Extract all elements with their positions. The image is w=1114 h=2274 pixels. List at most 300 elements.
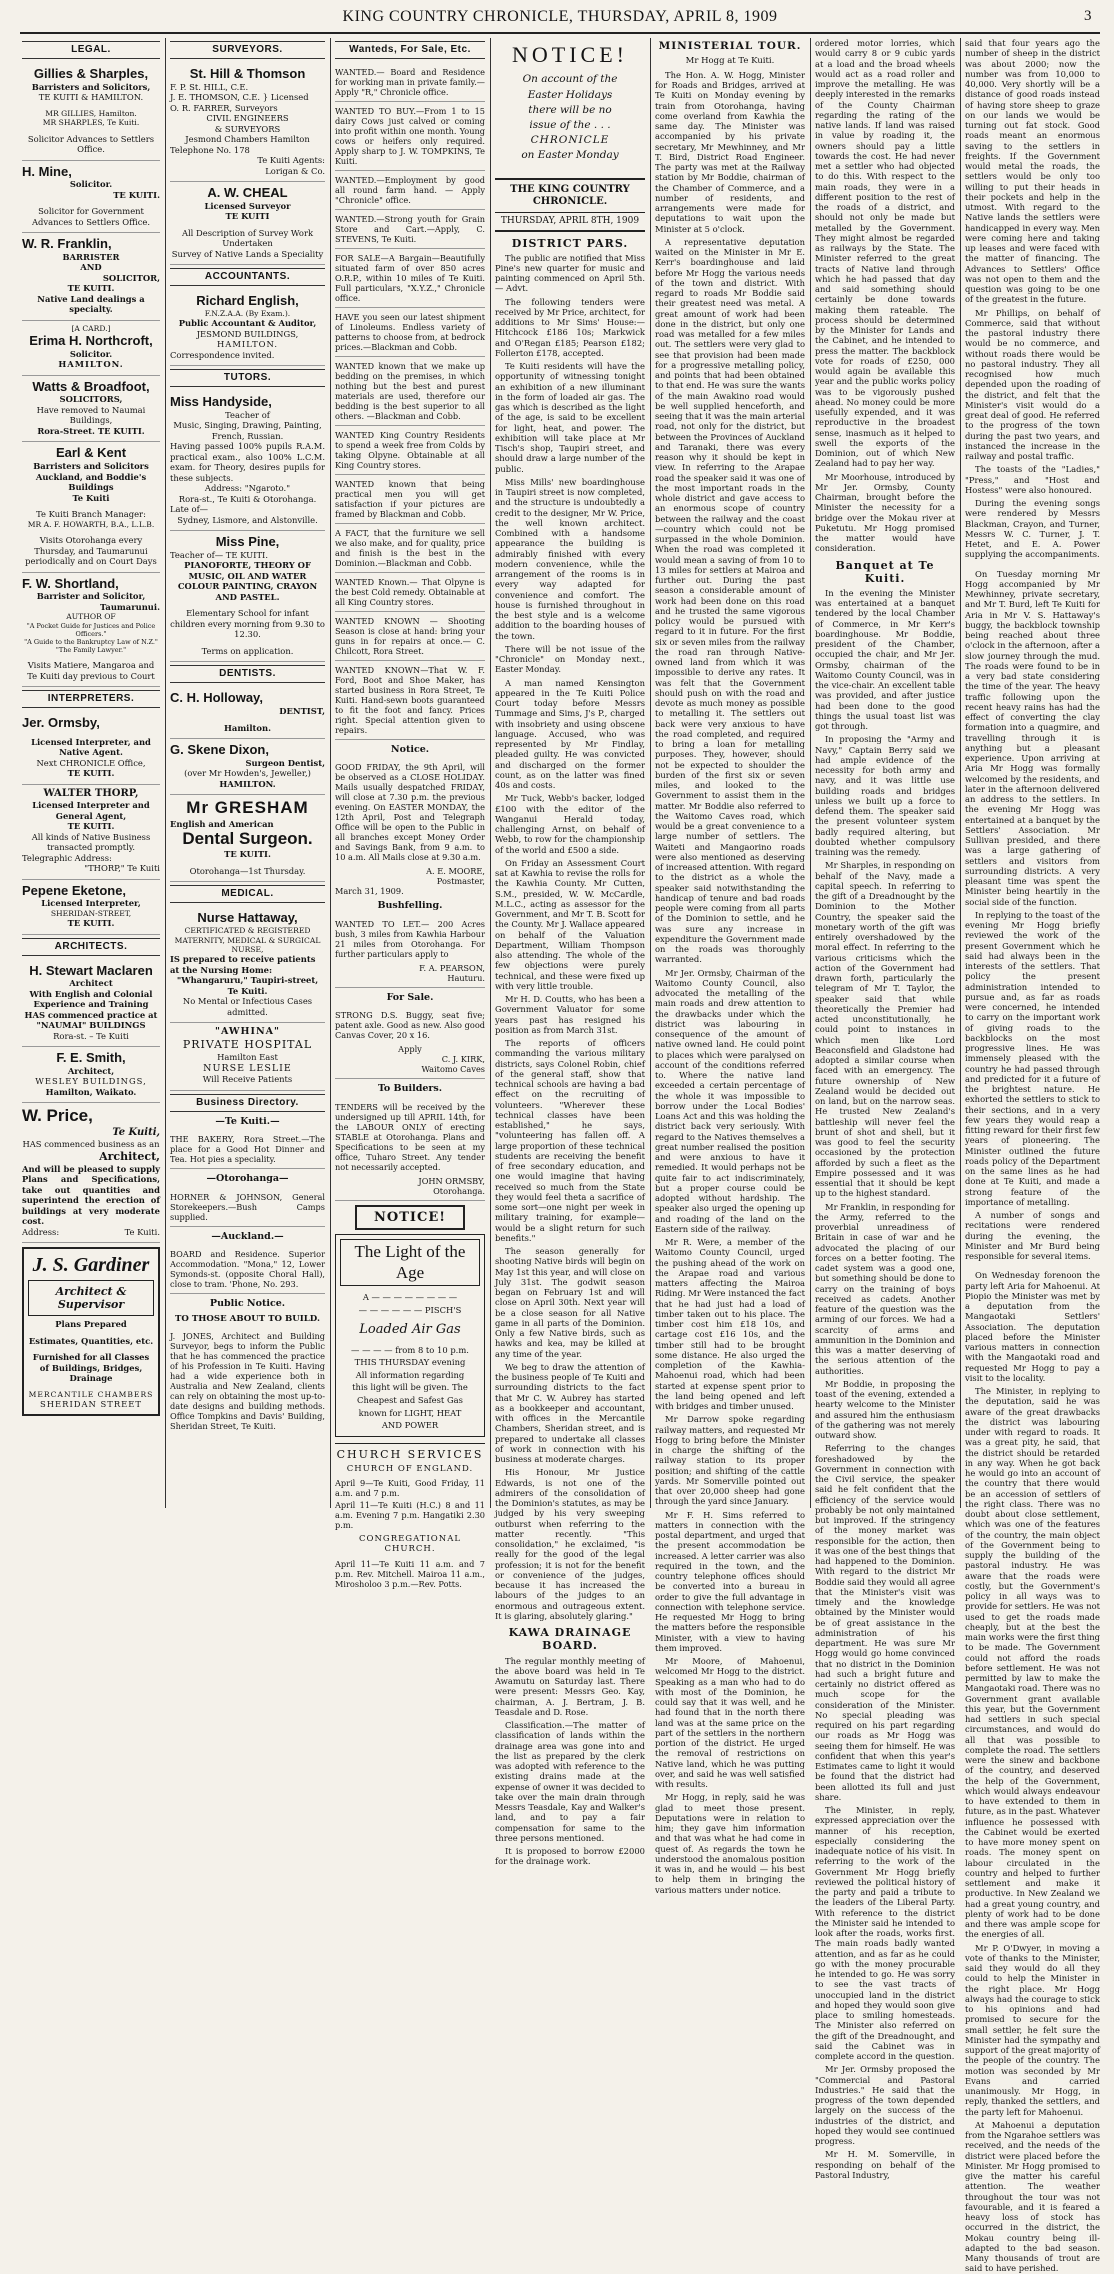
card-line: TE KUITI. — [113, 189, 160, 200]
card-name: F. E. Smith, — [56, 1050, 126, 1066]
subhead-public-notice: Public Notice. — [209, 1298, 286, 1310]
card-ormsby — [22, 712, 160, 785]
card-name: A. W. CHEAL — [207, 185, 288, 201]
card-thorp — [22, 785, 160, 880]
column-ministerial-tour — [655, 38, 805, 1895]
paragraph: Classification.—The matter of classification of lands within the drainage area was gone into and the list as prepared by the clerk was adopted with reference to the existing drains made at the expense of owner it was decided to take over the main drain through Messrs Teasdale, Kay and Walker's land, and to pay a fair compensation for same to the three persons mentioned. — [495, 1720, 645, 1843]
card-smith — [22, 1047, 160, 1103]
signature-line: Waitomo Caves — [421, 1064, 485, 1075]
subhead-to-build: TO THOSE ABOUT TO BUILD. — [175, 1313, 320, 1324]
card-line: PRIVATE HOSPITAL — [182, 1038, 313, 1052]
card-line: SOLICITORS, — [59, 394, 123, 405]
card-line: HAS commenced business as an — [22, 1139, 160, 1150]
classified-ad: FOR SALE—A Bargain—Beautifully situated farm of over 850 acres O.R.P., within 10 miles of Te Kuiti. Full particulars, "X.Y.Z.," Chronicle office. — [335, 249, 485, 308]
card-line: TE KUITI. — [67, 821, 115, 832]
ad-line: — — — — from 8 to 10 p.m. — [351, 1344, 469, 1355]
card-line: Te Kuiti Branch Manager: — [36, 509, 146, 520]
card-line: Sydney, Lismore, and Alstonville. — [177, 514, 318, 525]
page-number: 3 — [1084, 8, 1092, 24]
card-earl — [22, 442, 160, 572]
card-line: Surgeon Dentist, — [245, 757, 325, 768]
subhead-otorohanga: —Otorohanga— — [206, 1173, 289, 1185]
card-name: St. Hill & Thomson — [189, 66, 306, 81]
card-line: All Description of Survey Work — [181, 227, 314, 238]
card-line: MR SHARPLES, Te Kuiti. — [42, 118, 140, 128]
card-line: English and American — [170, 818, 274, 829]
card-line: Undertaken — [222, 238, 273, 249]
card-line: WESLEY BUILDINGS, — [35, 1076, 147, 1087]
card-line: Hamilton. — [223, 722, 272, 733]
bushfelling-signature — [335, 963, 485, 988]
listing-board: BOARD and Residence. Superior Accommodation. "Mona," 12, Lower Symonds-st. (opposite Choral Hall), close to tram. 'Phone, No. 293. — [170, 1245, 325, 1294]
subhead-notice: Notice. — [390, 744, 430, 755]
card-holloway — [170, 687, 325, 739]
classified-ad: WANTED known that being practical men you will get satisfaction if your pictures are framed by Blackman and Cobb. — [335, 475, 485, 524]
paragraph: During the evening songs were rendered by Messrs Blackman, Crayon, and Turner, Messrs W. C. Turner, J. T. Hetet, and E. A. Power supplying the accompaniments. — [965, 498, 1100, 560]
card-line: IS prepared to receive patients at the Nursing Home: — [170, 954, 316, 975]
card-name: F. W. Shortland, — [22, 575, 119, 591]
card-line: Barristers and Solicitors, — [31, 81, 151, 92]
paragraph: Mr Tuck, Webb's backer, lodged £100 with the editor of the Wanganui Herald today, challenging Arnst, on behalf of Webb, to row for the championship of the world and £500 a side. — [495, 793, 645, 855]
section-heading-business-directory: Business Directory. — [170, 1094, 325, 1112]
section-heading-legal: LEGAL. — [22, 41, 160, 59]
paragraph: The Minister, in replying to the deputation, said he was aware of the great drawbacks the district was labouring under with regard to roads. It was a great pity, he said, that the district should be retarded in any way. When he got back he would go into an account of the country that there would be an accession of settlers of the right class. There was no doubt about close settlement, which was one of the features of the country, the main object of the Government being to supply the building of the pastoral industry. He was aware that the roads were costly, but the Government's policy in all ways was to provide for settlers. He was not used to get the roads made cheaply, but at the best the main works were the first thing to be made. The Government could not afford the roads before settlement. He was not permitted by law to make the Mangaotaki road. There was no Government grant available this year, but the Government had settlers in such special circumstances, and would do all that was possible to complete the road. The settlers were the sinew and backbone of the country, and deserved the help of the Government, which would always endeavour to have extended to them in future, as in the past. Whatever influence he possessed with the Cabinet would be exerted to have more money spent on roads. The money spent on labour circulated in the country and helped to further settlement and make it productive. In New Zealand we had a great young country, and plenty of work had to be done and there was ample scope for the energies of all. — [965, 1386, 1100, 1940]
paragraph: Mr Boddie, in proposing the toast of the evening, extended a hearty welcome to the Minister and assured him the enthusiasm of the gathering was not merely outward show. — [815, 1378, 955, 1441]
paragraph: Mr Franklin, in responding for the Army, referred to the proverbial unreadiness of Britain in case of war and he advocated the placing of our forces on a better footing. The cadet system was a good one, but something should be done to carry on the training of boys received as cadets. Another feature of the question was the arming of our forces. We had a scarcity of arms and ammunition in the Dominion and this was a matter deserving of the serious attention of the authorities. — [815, 1201, 955, 1376]
card-line: Furnished for all Classes of Buildings, Bridges, Drainage — [32, 1352, 150, 1384]
notice-line: Easter Holidays — [527, 88, 613, 101]
card-line: NURSE LESLIE — [203, 1062, 292, 1074]
paragraph: There will be not issue of the "Chronicle" on Monday next., Easter Monday. — [495, 643, 645, 675]
section-heading-medical: MEDICAL. — [170, 885, 325, 903]
signature-line: Postmaster, — [436, 876, 485, 887]
section-heading-architects: ARCHITECTS. — [22, 938, 160, 956]
paragraph: In replying to the toast of the evening Mr Hogg briefly reviewed the work of the present Government which he said had always been in the interests of the settlers. That policy the present administration intended to pursue and, as far as roads were concerned, he intended to carry on the important work of giving roads to the backblocks on the most progressive lines. He was immensely pleased with the country he had passed through and predicted for it a future of the brightest nature. He exhorted the settlers to stick to their sections, and in a very few years they would reap a fitting reward for their first few years of pioneering. The Minister outlined the future roads policy of the Department on the same lines as he had done at Te Kuiti, and made a strong feature of the importance of metalling. — [965, 909, 1100, 1207]
church-subheading: CHURCH OF ENGLAND. — [346, 1464, 474, 1475]
card-awhina — [170, 1023, 325, 1091]
card-line: Elementary School for infant children every morning from 9.30 to 12.30. — [170, 608, 325, 640]
card-line: Have removed to Naumai Buildings, — [36, 404, 146, 426]
card-line: Solicitor Advances to Settlers Office. — [27, 133, 155, 155]
card-line: J. E. THOMSON, C.E. } Licensed — [170, 92, 309, 103]
ad-line: Cheapest and Safest Gas — [357, 1395, 463, 1406]
card-line: Estimates, Quantities, etc. — [28, 1335, 154, 1346]
card-line: Supervisor — [57, 1298, 125, 1312]
card-line: Hamilton, Waikato. — [45, 1086, 137, 1097]
card-name: G. Skene Dixon, — [170, 742, 269, 758]
card-line: Survey of Native Lands a Speciality — [171, 248, 324, 259]
card-line: Licensed Interpreter, — [41, 898, 141, 909]
card-line: And will be pleased to supply Plans and Specifications, take out quantities and superintend the erection of buildings at very moderate cost. — [22, 1163, 160, 1227]
paragraph: It is proposed to borrow £2000 for the drainage work. — [495, 1846, 645, 1867]
card-line: HAMILTON. — [216, 339, 279, 350]
card-line: "A Pocket Guide for Justices and Police Officers." — [26, 621, 156, 638]
card-dixon — [170, 739, 325, 795]
card-hill-thomson — [170, 63, 325, 182]
masthead-title: KING COUNTRY CHRONICLE, THURSDAY, APRIL 8, 1909 — [342, 8, 778, 25]
easter-notice — [495, 38, 645, 168]
column-banquet — [815, 38, 955, 2180]
card-northcroft — [22, 321, 160, 376]
church-line: April 9—Te Kuiti, Good Friday, 11 a.m. and 7 p.m. — [335, 1478, 485, 1499]
subhead-te-kuiti: —Te Kuiti.— — [215, 1115, 280, 1127]
paragraph: His Honour, Mr Justice Edwards, is not one of the admirers of the consolidation of the Dominion's statutes, as may be judged by his very sweeping outburst when referring to the matter recently. "This consolidation," he exclaimed, "is really for the good of the legal profession; it is not for the benefit or convenience of the judges, because it has increased the labours of the judges to an enormous and outrageous extent. It is glaring, absolutely glaring." — [495, 1467, 645, 1621]
card-line: Solicitor for Government Advances to Settlers Office. — [31, 206, 151, 227]
notice-line: on Easter Monday — [521, 149, 619, 162]
card-gardiner — [22, 1247, 160, 1416]
listing-bakery: THE BAKERY, Rora Street.—The place for a Good Hot Dinner and Tea. Hot pies a speciality. — [170, 1130, 325, 1169]
card-line: AUTHOR OF — [66, 612, 116, 622]
signature-line: A. E. MOORE, — [426, 866, 485, 877]
card-line: Licensed Surveyor — [204, 200, 291, 211]
section-heading-wanteds: Wanteds, For Sale, Etc. — [335, 41, 485, 59]
card-line: Auckland, and Boddie's Buildings — [35, 471, 147, 493]
classified-ad: WANTED.—Strong youth for Grain Store and Cart.—Apply, C. STEVENS, Te Kuiti. — [335, 210, 485, 249]
card-line: MATERNITY, MEDICAL & SURGICAL NURSE, — [174, 935, 321, 954]
card-maclaren — [22, 960, 160, 1048]
card-name: Erima H. Northcroft, — [29, 333, 153, 349]
easter-notice-title: NOTICE! — [512, 42, 628, 67]
paragraph: The toasts of the "Ladies," "Press," and "Host and Hostess" were also honoured. — [965, 464, 1100, 495]
card-line: Architect, — [67, 1065, 115, 1076]
ad-line: AND POWER — [381, 1420, 439, 1431]
card-name: Miss Handyside, — [170, 394, 272, 410]
paragraph: In the evening the Minister was entertained at a banquet tendered by the local Chamber of Commerce, in Mr Kerr's boardinghouse. Mr Boddie, president of the Chamber, occupied the chair, and Mr Jer. Ormsby, chairman of the Waitomo County Council, was in the vice-chair. An excellent table was provided, and after justice had been done to the good things the usual toast list was got through. — [815, 587, 955, 732]
card-name: W. Price, — [22, 1106, 93, 1126]
card-line: HAMILTON. — [58, 359, 124, 370]
card-line: Public Accountant & Auditor, — [178, 318, 317, 329]
card-mine — [22, 161, 160, 234]
card-name: J. S. Gardiner — [32, 1254, 150, 1277]
paragraph: Mr Moorhouse, introduced by Mr Jer. Ormsby, County Chairman, brought before the Minister the necessity for a bridge over the Mokau river at Puketutu. Mr Hogg promised the matter would have consideration. — [815, 471, 955, 554]
for-sale-body: STRONG D.S. Buggy, seat five; patent axle. Good as new. Also good Canvas Cover, 20 x 16. — [335, 1010, 485, 1041]
paragraph: At Mahoenui a deputation from the Ngarahoe settlers was received, and the needs of the district were placed before the Minister. Mr Hogg promised to give the matter his careful attention. The weather throughout the tour was not favourable, and it is feared a heavy loss of stock has occurred in the district, the Mokau country being ill-adapted to the bad season. Many thousands of trout are said to have perished. — [965, 2119, 1100, 2274]
card-line: Native Land dealings a specialty. — [37, 293, 145, 315]
card-franklin — [22, 233, 160, 321]
card-line: F.N.Z.A.A. (By Exam.). — [204, 308, 291, 318]
card-line: Visits Otorohanga every Thursday, and Taumarunui periodically and on Court Days — [25, 535, 157, 566]
card-price — [22, 1103, 160, 1243]
paragraph: A representative deputation waited on the Minister in Mr E. Kerr's boardinghouse and laid before Mr Hogg the various needs of the town and district. With regard to roads Mr Boddie said their greatest need was metal. A great amount of work had been done in the district, but only one road was metalled for a few miles out. The settlers were very glad to see that provision had been made for a progressive metalling policy, and points that had been obtained to that end. He was sure the wants of the main Awakino road would be well supplied henceforth, and seeing that it was the main arterial road, not only for the district, but between the Provinces of Auckland and Taranaki, there was every reason why it should be kept in view. In referring to the Arapae road the speaker said it was one of the most important roads in the whole district and gave access to an enormous scope of country between the railway and the coast—country which could not be surpassed in the whole Dominion. When the road was completed it would mean a saving of from 10 to 13 miles for settlers at Mairoa and further out. During the past season a considerable amount of work had been done on this road and he trusted the same vigorous policy would be pursued with regard to it in future. For the first six or seven miles from the railway the road ran through Native-owned land from which it was impossible to derive any rates. It was felt that the Government should push on with the road and devote as much money as possible to metalling it. The settlers out back were very anxious to have the road completed, and required to bring a loan for metalling purposes. They, however, should not be expected to shoulder the burden of the first six or seven miles, and looked to the Government to assist them in the matter. Mr Boddie also referred to the Waitomo Caves road, which would be a great convenience to a large number of settlers. The Waiteti and Mangaorino roads were also mentioned as deserving of increased attention. With regard to the district as a whole the speaker said notwithstanding the handicap of tenure and bad roads people were coming from all parts of the Dominion to settle, and he was sure any increase in expenditure the Government made on the roads was thoroughly warranted. — [655, 236, 805, 965]
column-rule — [650, 38, 651, 1508]
paper-heading: THE KING COUNTRY CHRONICLE. — [495, 178, 645, 213]
card-name: Watts & Broadfoot, — [32, 378, 150, 394]
notice-body: GOOD FRIDAY, the 9th April, will be observed as a CLOSE HOLIDAY. Mails usually despatched FRIDAY, will close at 7.30 p.m. the previous evening. On EASTER MONDAY, the 12th April, Post and Telegraph Office will be open to the Public in all branches except Money Order and Savings Bank, from 9 a.m. to 10 a.m. All Mails close at 9.30 a.m. — [335, 762, 485, 863]
paragraph: The Hon. A. W. Hogg, Minister for Roads and Bridges, arrived at Te Kuiti on Monday evening by train from Otorohanga, having come overland from Kawhia the same day. The Minister was accompanied by his private secretary, Mr Mewhinney, and Mr T. Bird, District Road Engineer. The party was met at the Railway station by Mr Boddie, chairman of the Chamber of Commerce, and a number of residents, and arrangements were made for deputations to wait upon the Minister at 5 o'clock. — [655, 69, 805, 234]
card-line: Rora-st., Te Kuiti & Otorohanga. — [178, 493, 317, 504]
card-line: "THORP," Te Kuiti — [84, 863, 160, 874]
card-line: SHERIDAN-STREET, — [50, 908, 132, 918]
light-of-age-title: The Light of the Age — [340, 1239, 480, 1286]
card-line: Telegraphic Address: — [22, 852, 112, 863]
card-line: TE KUITI — [225, 211, 270, 222]
masthead — [20, 8, 1100, 32]
card-line: Dental Surgeon. — [182, 829, 313, 849]
card-line: CERTIFICATED & REGISTERED — [184, 926, 311, 936]
paragraph: Mr Jer. Ormsby, Chairman of the Waitomo County Council, also advocated the metalling of the main roads and drew attention to the drawbacks under which the district was labouring in consequence of the amount of native owned land. He could point to places which were paralysed on account of the conditions referred to. Where the native land exceeded a certain percentage of the whole it was impossible to borrow under the Local Bodies' Loans Act and this was holding the district back very seriously. With regard to the Natives themselves a great number realised the position and were anxious to have it remedied. It would perhaps not be quite fair to act indiscriminately, but a proper course could be adopted without hardship. The speaker also urged the opening up and roading of the land on the Eastern side of the railway. — [655, 967, 805, 1234]
paragraph: Te Kuiti residents will have the opportunity of witnessing tonight an exhibition of a new illuminant in the form of loaded air gas. The gas which is described as the light of the age, is said to be excellent for light, heat, and power. The exhibition will take place at Mr Tisch's shop, Taupiri street, and should draw a large number of the public. — [495, 361, 645, 474]
subhead-to-builders: To Builders. — [377, 1083, 443, 1095]
paragraph: Mr Darrow spoke regarding railway matters, and requested Mr Hogg to bring before the Minister in charge the shifting of the railway station to its proper position; and shifting of the cattle yards. Mr Somerville pointed out that over 20,000 sheep had gone through the yard since January. — [655, 1414, 805, 1507]
subhead-auckland: —Auckland.— — [211, 1230, 284, 1242]
card-line: Te Kuiti, — [112, 1126, 160, 1138]
easter-notice-text — [495, 72, 645, 163]
card-name: Mr GRESHAM — [186, 798, 309, 818]
card-line: "Whangaruru," Taupiri-street, — [176, 975, 319, 986]
card-line: BARRISTER — [62, 251, 120, 262]
notice-line: CHRONICLE — [530, 134, 610, 147]
ad-line: THIS THURSDAY evening — [354, 1357, 466, 1368]
card-name: Nurse Hattaway, — [197, 910, 298, 926]
paragraph: The reports of officers commanding the various military districts, says Colonel Robin, chief of the general staff, show that technical schools are having a bad effect on the recruiting of volunteers. "Wherever these technical classes have been established," he says, "volunteering has fallen off. A large proportion of these technical students are receiving the benefit of free secondary education, and one would imagine that having received so much from the State they would feel theta a sacrifice of some sort—one night per week in military training, for example—would be a slight return for such benefits." — [495, 1038, 645, 1243]
card-name: Earl & Kent — [55, 445, 127, 461]
card-line: With English and Colonial Experience and Training — [29, 988, 153, 1010]
classified-ad: WANTED.— Board and Residence for working man in private family.—Apply "R," Chronicle office. — [335, 63, 485, 102]
column-tour-continued — [965, 38, 1100, 2274]
paragraph: Mr P. O'Dwyer, in moving a vote of thanks to the Minister, said they would do all they could to help the Minister in the right place. Mr Hogg always had the courage to stick to his opinions and had promised to secure for the small settler, he felt sure the Minister had the sympathy and support of the great majority of the people of the country. The motion was seconded by Mr Evans and carried unanimously. Mr Hogg, in reply, thanked the settlers, and the party left for Mahoenui. — [965, 1942, 1100, 2117]
card-line: (over Mr Howden's, Jeweller,) — [184, 768, 311, 779]
card-line: TE KUITI. — [67, 768, 115, 779]
column-classifieds — [335, 38, 485, 1589]
paragraph: Mr Jer. Ormsby proposed the "Commercial and Pastoral Industries." He said that the progress of the town depended largely on the success of the industries of the district, and hoped they would see continued progress. — [815, 2064, 955, 2147]
card-line: Address: "Ngaroto." — [204, 483, 291, 494]
card-line: Te Kuiti — [72, 492, 110, 503]
church-services-heading: CHURCH SERVICES — [335, 1443, 485, 1461]
card-line: Next CHRONICLE Office, — [36, 757, 146, 768]
kawa-drainage-heading: KAWA DRAINAGE BOARD. — [508, 1626, 632, 1653]
classified-ad: WANTED KNOWN — Shooting Season is close at hand: bring your guns in for repairs at once.— C. Chilcott, Rora Street. — [335, 612, 485, 661]
card-line: Te Kuiti Agents: — [257, 155, 325, 166]
banquet-heading: Banquet at Te Kuiti. — [835, 558, 935, 585]
section-heading-interpreters: INTERPRETERS. — [22, 690, 160, 708]
card-line: Having passed 100% pupils R.A.M. practical exam., also 100% L.C.M. exam. for Theory, desires pupils for these subjects. — [170, 441, 325, 483]
paragraph: The season generally for shooting Native birds will begin on May 1st this year, and will close on July 31st. The godwit season began on February 1st and will close on April 30th. Next year will be a close season for all Native game in all parts of the Dominion. Only a few Native birds, such as hawks and kea, may be killed at any time of the year. — [495, 1246, 645, 1359]
card-name: Jer. Ormsby, — [22, 715, 100, 731]
signature-line: JOHN ORMSBY, — [418, 1175, 485, 1186]
card-shortland — [22, 573, 160, 688]
light-of-age-ad — [335, 1234, 485, 1437]
ad-line: Loaded Air Gas — [359, 1322, 461, 1338]
column-professional — [170, 38, 325, 1508]
card-line: Plans Prepared — [55, 1319, 127, 1330]
ad-line: known for LIGHT, HEAT — [358, 1407, 462, 1418]
paragraph: On Tuesday morning Mr Hogg accompanied by Mr Mewhinney, private secretary, and Mr T. Burd, left Te Kuiti for Aria in Mr V. S. Hattaway's buggy, the backblock township being reached about three o'clock in the afternoon, after a slow journey through the mud. The roads were found to be in a very bad state considering the time of the year. The heavy traffic following upon the recent heavy rains has had the effect of converting the clay formation into a quagmire, and travelling through it is anything but a pleasant experience. Upon arriving at Aria Mr Hogg was formally welcomed by the residents, and later in the afternoon delivered an address to the settlers. In the evening Mr Hogg was entertained at a banquet by the Settlers' Association. Mr Sullivan presided, and there was a large gathering of settlers and visitors from surrounding districts. A very pleasant time was spent the Minister being heartily in the social side of the function. — [965, 568, 1100, 907]
card-line: JESMOND BUILDINGS, — [196, 328, 299, 339]
card-line: MR GILLIES, Hamilton. — [45, 108, 137, 118]
paper-date: THURSDAY, APRIL 8TH, 1909 — [495, 213, 645, 232]
listing-horner: HORNER & JOHNSON, General Storekeepers.—Bush Camps supplied. — [170, 1188, 325, 1227]
classified-ad: WANTED.—Employment by good all round farm hand. — Apply "Chronicle" office. — [335, 171, 485, 210]
card-name: W. R. Franklin, — [22, 236, 112, 252]
card-line: TE KUITI. — [67, 283, 115, 294]
card-line: Taumarunui. — [99, 601, 160, 612]
masthead-rule — [20, 32, 1100, 34]
card-line: Rora-st. – Te Kuiti — [53, 1030, 129, 1041]
ad-line: A — — — — — — — — — [362, 1291, 458, 1302]
card-line: Hamilton East — [217, 1052, 278, 1063]
card-line: TE KUITI. — [224, 849, 271, 860]
card-line: Jesmond Chambers Hamilton — [185, 134, 310, 145]
card-name: Miss Pine, — [215, 534, 280, 550]
listing-jones: J. JONES, Architect and Building Surveyor, begs to inform the Public that he has commenced the practice of his Profession in Te Kuiti. Having had a wide experience both in Australia and New Zealand, clients can rely on obtaining the most up-to-date designs and building methods. Office Tompkins and Davis' Building, Sheridan Street, Te Kuiti. — [170, 1330, 325, 1431]
card-line: SHERIDAN STREET — [40, 1399, 142, 1410]
card-hattaway — [170, 907, 325, 1023]
article-subheading: Mr Hogg at Te Kuiti. — [685, 55, 775, 66]
paragraph: The Minister, in reply, expressed appreciation over the manner of his reception, especially considering the inadequate notice of his visit. In referring to the work of the Government Mr Hogg briefly reviewed the political history of the party and paid a tribute to the leaders of the Liberal Party. With reference to the district the Minister said he intended to look after the roads, works first. The main roads badly wanted attention, and as far as he could go with the money procurable he intended to go. He was sorry to see the vast tracts of unoccupied land in the district and hoped they would soon give place to smiling homesteads. The Minister also referred on the gift of the Dreadnought, and said the Cabinet was in complete accord in the question. — [815, 1805, 955, 2062]
card-name: Richard English, — [196, 293, 299, 309]
card-line: Architect & — [55, 1285, 127, 1299]
card-line: F. P. St. HILL, C.E. — [170, 81, 249, 92]
card-line: Terms on application. — [201, 645, 294, 656]
card-line: Correspondence invited. — [170, 349, 275, 360]
ad-line: this light will be given. The — [352, 1382, 468, 1393]
card-line: Otorohanga—1st Thursday. — [189, 865, 306, 876]
paragraph: Referring to the changes foreshadowed by the Government in connection with the Civil service, the speaker said he felt confident that the efficiency of the service would probably be not only maintained but improved. If the stringency of the money market was responsible for the action, then it was one of the best things that had happened to the Dominion. With regard to the district Mr Boddie said they would all agree that the Minister's visit was timely and the knowledge obtained by the Minister would be of great assistance in the administration of his department. He was sure Mr Hogg would go home convinced that no district in the Dominion had such a bright future and certainly no district offered as much scope for the consideration of the Minister. No special pleading was required on his part regarding our roads as Mr Hogg was seeing them for himself. He was confident that when this year's Estimates came to light it would be found that the district had been allotted its full and just share. — [815, 1443, 955, 1802]
paragraph: Mr R. Were, a member of the Waitomo County Council, urged the pushing ahead of the work on the Arapae road and various matters affecting the Mairoa Riding. Mr Were instanced the fact that he had just had a load of timber taken out to his place. The timber cost him £18 10s, and cartage cost £16 10s, and the timber still had to be brought some distance. He also urged the completion of the Kawhia-Mahoenui road, which had been started at expense spent prior to the land being opened and left with bridges and timber unused. — [655, 1237, 805, 1412]
signature-line: Apply — [398, 1044, 422, 1055]
card-line: Music, Singing, Drawing, Painting, French, Russian. — [173, 420, 322, 441]
card-line: Licensed Interpreter, and Native Agent. — [31, 736, 151, 758]
paragraph: We beg to draw the attention of the business people of Te Kuiti and surrounding districts to the fact that Mr C. W. Aubrey has started as a bookkeeper and accountant, with offices in the Mercantile Chambers, Sheridan street, and is prepared to undertake all classes of work in connection with his business at moderate charges. — [495, 1361, 645, 1465]
subhead-bushfelling: Bushfelling. — [377, 900, 443, 912]
for-sale-signature — [335, 1044, 485, 1079]
gardiner-title-box — [28, 1280, 154, 1316]
classified-ad: WANTED known that we make up bedding on the premises, in which nothing but the best and purest materials are used, therefore our bedding is the best superior to all others. —Blackman and Cobb. — [335, 357, 485, 426]
card-line: Barrister and Solicitor, — [36, 591, 146, 602]
paragraph: ordered motor lorries, which would carry 8 or 9 cubic yards at a load and the broad wheels would act as a road roller and improve the metalling. He was deeply interested in the remarks of the County Chairman regarding the rating of the native lands. If land was raised in value by roading it, the owners should pay a little towards the cost. He had never met a settler who had objected to do this. With respect to the main roads, they were in a different position to the rest of the roads of a district, and should not only be made but metalled by the Government. They might almost be regarded as railways by the State. The Minister referred to the great tracts of Native land through which he had passed that day and said something should certainly be done towards making them rateable. The process should be determined by the Minister for Lands and the Cabinet, and he intended to press the matter. The backblock vote for roads of £250, 000 would again be available this year and the public works policy was to be vigorously pushed ahead. No money could be more usefully expended, and it was reproductive in the broadest sense, inasmuch as it helped to swell the exports of the Dominion, out of which New Zealand had to pay her way. — [815, 38, 955, 469]
classified-ad: WANTED King Country Residents to spend a week free from Colds by taking Olpyne. Obtainable at all King Country stores. — [335, 426, 485, 475]
card-line: PIANOFORTE, THEORY OF MUSIC, OIL AND WATER COLOUR PAINTING, CRAYON AND PASTEL. — [177, 560, 318, 602]
card-line: No Mental or Infectious Cases admitted. — [182, 996, 313, 1017]
paragraph: A number of songs and recitations were rendered during the evening, the Minister and Mr Burd being responsible for several items. — [965, 1210, 1100, 1261]
classified-ad: A FACT, that the furniture we sell we also make, and for quality, price and finish is the best in the Dominion.—Blackman and Cobb. — [335, 524, 485, 573]
card-watts — [22, 376, 160, 443]
paragraph: On Friday an Assessment Court sat at Kawhia to revise the rolls for the Kawhia County. Mr Cutten, S.M., presided, W. W. McCardle, M.L.C., acting as assessor for the Government, and Mr T. B. Scott for the County. Mr J. Wallace appeared on behalf of the Valuation Department, William Thompson also attending. The whole of the few objections were purely technical, and these were fixed up with very little trouble. — [495, 857, 645, 991]
column-rule — [810, 38, 811, 1508]
card-gresham — [170, 795, 325, 882]
column-legal — [22, 38, 160, 1508]
builders-body: TENDERS will be received by the undersigned up till APRIL 14th, for the LABOUR ONLY of erecting STABLE at Otorohanga. Plans and Specifications to be seen at my office, Tuharo Street. Any tender not necessarily accepted. — [335, 1101, 485, 1172]
card-line: Address: — [22, 1226, 60, 1237]
section-heading-dentists: DENTISTS. — [170, 665, 325, 683]
card-line: Te Kuiti. — [227, 985, 268, 996]
card-line: HAMILTON. — [219, 778, 276, 789]
card-line: DENTIST, — [279, 706, 325, 717]
card-line: Architect — [69, 978, 113, 989]
classified-ad: WANTED TO BUY.—From 1 to 15 dairy Cows just calved or coming into profit within one month. Young cows or heifers only required. Apply sharp to J. W. TOMPKINS, Te Kuiti. — [335, 102, 485, 171]
card-line: All kinds of Native Business transacted promptly. — [31, 831, 151, 853]
paragraph: On Wednesday forenoon the party left Aria for Mahoenui. At Piopio the Minister was met by a deputation from the Mangaotaki Settlers' Association. The deputation placed before the Minister various matters in connection with the Mangaotaki road and requested Mr Hogg to pay a visit to the locality. — [965, 1270, 1100, 1383]
church-subheading: CONGREGATIONAL CHURCH. — [359, 1534, 461, 1555]
district-pars-heading: DISTRICT PARS. — [511, 236, 629, 250]
builders-signature — [335, 1176, 485, 1201]
notice-line: On account of the — [522, 73, 618, 86]
paragraph: Mr Hogg, in reply, said he was glad to meet those present. Deputations were in relation to him; they gave him information and that was what he had come in quest of. As regards the town he understood the anomalous position it was in, and he would — his best to help them in bringing the various matters under notice. — [655, 1792, 805, 1895]
classified-ad: HAVE you seen our latest shipment of Linoleums. Endless variety of patterns to choose from, at bedrock prices.—Blackman and Cobb. — [335, 308, 485, 357]
paragraph: The public are notified that Miss Pine's new quarter for music and painting commenced on April 5th.— Advt. — [495, 252, 645, 294]
section-heading-tutors: TUTORS. — [170, 369, 325, 387]
card-line: TE KUITI & HAMILTON. — [38, 92, 144, 103]
paragraph: A man named Kensington appeared in the Te Kuiti Police Court today before Messrs Tummage and Sims, J's P., charged with insobriety and using obscene language. Accused, who was represented by Mr Findlay, pleaded guilty. He was convicted and discharged on the former count, as on the latter was fined 40s and costs. — [495, 677, 645, 791]
paragraph: Mr Sharples, in responding on behalf of the Navy, made a capital speech. In referring to the gift of a Dreadnought by the Dominion to the Mother Country, the speaker said the monetary worth of the gift was entirely overshadowed by the moral effect. In referring to the various criticisms which the action of the Government had drawn forth, particularly the telegram of Mr T. Taylor, the speaker said that while theoretically the Premier had acted unconstitutionally, he could point to instances in which men like Lord Beaconsfield and Gladstone had adopted a similar course when faced with an emergency. The future ownership of New Zealand would be decided out on land, but on the narrow seas. He trusted New Zealand's battleship will never feel the brunt of shot and shell, but it was good to feel the security occasioned by the protection afforded by such a fleet as the Empire possessed and it was essential that it should be kept up to the highest standard. — [815, 860, 955, 1199]
paragraph: In proposing the "Army and Navy," Captain Berry said we had ample evidence of the necessity for both army and navy, and it was little use building roads and bridges unless we built up a force to defend them. The speaker said the present volunteer system badly required altering, but doubted whether compulsory training was the remedy. — [815, 734, 955, 858]
card-line: Lorigan & Co. — [265, 165, 325, 176]
card-line: Licensed Interpreter and General Agent, — [32, 800, 150, 821]
card-cheal — [170, 182, 325, 265]
card-line: Visits Matiere, Mangaroa and Te Kuiti day previous to Court — [27, 660, 155, 681]
church-line: April 11—Te Kuiti 11 a.m. and 7 p.m. Rev. Mitchell. Mairoa 11 a.m., Mirosholoo 3 p.m.—Rev. Potts. — [335, 1558, 485, 1589]
subhead-for-sale: For Sale. — [386, 991, 434, 1003]
paragraph: Mr H. D. Coutts, who has been a Government Valuator for some years past has resigned his position as from March 31st. — [495, 994, 645, 1035]
signature-line: Otorohanga. — [433, 1185, 485, 1196]
signature-line: C. J. KIRK, — [441, 1054, 485, 1065]
paragraph: Mr Moore, of Mahoenui, welcomed Mr Hogg to the district. Speaking as a man who had to do with most of the Dominion, he could say that it was well, and he had found that in the north there land was at the same price on the part of the settlers in the northern portion of the district. He urged the removal of restrictions on Native land, which he was putting over, and said he was well satisfied with results. — [655, 1656, 805, 1790]
paragraph: The regular monthly meeting of the above board was held in Te Awamutu on Saturday last. There were present: Messrs Geo. Kay, chairman, A. J. Bertram, J. B. Teasdale and D. Rose. — [495, 1655, 645, 1717]
card-pine — [170, 531, 325, 662]
card-gillies — [22, 63, 160, 161]
card-line: TE KUITI. — [67, 918, 115, 929]
section-heading-surveyors: SURVEYORS. — [170, 41, 325, 59]
card-line: "The Family Lawyer." — [55, 645, 127, 654]
card-line: Solicitor. — [69, 348, 113, 359]
card-line: Rora-Street. TE KUITI. — [37, 425, 145, 436]
card-line: Solicitor. — [69, 179, 113, 190]
paragraph: Miss Mills' new boardinghouse in Taupiri street is now completed, and the structure is undoubtedly a credit to the designer, Mr W. Price, the well known architect. Combined with a handsome appearance the building is admirably finished with every modern convenience, while the arrangement of the rooms is in every way adapted for convenience and comfort. The house is furnished throughout in the best style and is a welcome addition to the boarding houses of the town. — [495, 476, 645, 641]
bushfelling-body: WANTED TO LET.— 200 Acres bush, 3 miles from Kawhia Harbour 21 miles from Otorohanga. For further particulars apply to — [335, 918, 485, 959]
card-line: Te Kuiti. — [124, 1226, 160, 1237]
signature-line: F. A. PEARSON, — [419, 962, 485, 973]
card-line: & SURVEYORS — [214, 123, 281, 134]
paragraph: The following tenders were received by Mr Price, architect, for additions to Mr Sims' House:—Hitchcock £186 10s; Markwick and O'Regan £185; Pearson £182; Follerton £178, accepted. — [495, 296, 645, 358]
notice-date: March 31, 1909. — [335, 886, 404, 897]
notice-line: issue of the . . . — [529, 119, 611, 132]
card-line: O. R. FARRER, Surveyors — [170, 102, 278, 113]
section-heading-accountants: ACCOUNTANTS. — [170, 268, 325, 286]
card-line: AND — [80, 262, 102, 273]
card-line: MERCANTILE CHAMBERS — [28, 1389, 154, 1399]
card-handyside — [170, 391, 325, 531]
classified-ad: WANTED Known.— That Olpyne is the best Cold remedy. Obtainable at all King Country stores. — [335, 573, 485, 612]
column-district-pars — [495, 38, 645, 1867]
card-line: Teacher of — [225, 409, 270, 420]
card-name: C. H. Holloway, — [170, 690, 263, 706]
card-name: H. Mine, — [22, 163, 72, 179]
card-name: Gillies & Sharples, — [33, 66, 149, 81]
card-line: Teacher of— TE KUITI. — [170, 549, 269, 560]
paragraph: said that four years ago the number of sheep in the district was about 2000; now the number was from 10,000 to 40,000. Very shortly will be a distance of good roads instead of having store sheep to graze on our lands we would be turning out fat stock. Good roads meant an enormous saving to the settlers in freights. If the Government would metal the roads, the settlers would be only too willing to put their heads in their pockets and help in the utmost. With regard to the Native lands the settlers were handicapped in every way. Men were coming here and taking up leases and were faced with the matter of financing. The Advances to Settlers' Office was not open to them and the question was going to be one of the greatest in the future. — [965, 38, 1100, 305]
ad-line: All information regarding — [355, 1369, 465, 1380]
card-name: WALTER THORP, — [43, 787, 139, 799]
classified-ad: WANTED KNOWN—That W. F. Ford, Boot and Shoe Maker, has started business in Rora Street, Te Kuiti. Hand-sewn boots guaranteed to fit the foot and fancy. Prices right. Special attention given to repairs. — [335, 661, 485, 740]
card-line: "A Guide to the Bankruptcy Law of N.Z." — [24, 637, 158, 646]
church-line: April 11—Te Kuiti (H.C.) 8 and 11 a.m. Evening 7 p.m. Hangatiki 2.30 p.m. — [335, 1500, 485, 1531]
card-line: Architect, — [99, 1149, 160, 1163]
column-rule — [490, 38, 491, 1508]
card-line: Late of— — [170, 504, 209, 515]
paragraph: Mr F. H. Sims referred to matters in connection with the postal department, and urged that the present accommodation be increased. A letter carrier was also required in the town, and the country telephone offices should be converted into a bureau in order to give the full advantage in connection with telephone service. He requested Mr Hogg to bring the matters before the responsible Minister, with a view to having them improved. — [655, 1509, 805, 1653]
card-line: Will Receive Patients — [202, 1074, 293, 1085]
column-rule — [165, 38, 166, 1508]
paragraph: Mr Phillips, on behalf of Commerce, said that without the pastoral industry there would be no commerce, and without roads there would be no pastoral industry. They all recognised how much depended upon the roading of the district, and felt that the Minister's visit would do a great deal of good. He referred to the progress of the town during the past two years, and instanced the increase in the railway and postal traffic. — [965, 307, 1100, 461]
card-line: Barristers and Solicitors — [33, 461, 149, 472]
classified-ads-list — [335, 63, 485, 740]
card-tag: [A CARD.] — [71, 323, 111, 333]
card-english — [170, 290, 325, 366]
card-line: HAS commenced practice at "NAUMAI" BUILDINGS — [24, 1009, 158, 1031]
card-name: H. Stewart Maclaren — [29, 962, 153, 978]
card-name: "AWHINA" — [215, 1026, 280, 1038]
notice-line: there will be no — [528, 103, 612, 116]
